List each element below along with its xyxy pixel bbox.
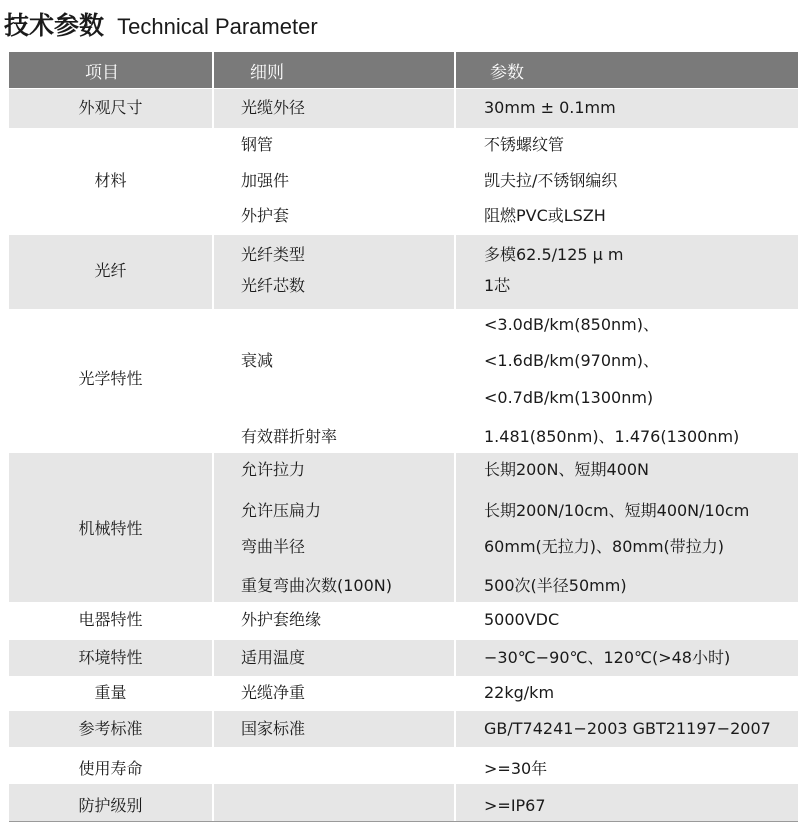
item-cell: 外观尺寸 bbox=[78, 98, 143, 117]
header-item: 项目 bbox=[85, 63, 119, 83]
parameter-cell: 1.481(850nm)、1.476(1300nm) bbox=[484, 427, 740, 446]
item-cell: 材料 bbox=[94, 171, 127, 190]
parameter-cell: <1.6dB/km(970nm)、 bbox=[484, 351, 659, 370]
detail-cell: 有效群折射率 bbox=[241, 427, 338, 446]
detail-cell: 允许压扁力 bbox=[241, 501, 322, 520]
detail-cell: 国家标准 bbox=[241, 719, 306, 738]
parameter-cell: 60mm(无拉力)、80mm(带拉力) bbox=[484, 537, 725, 556]
item-cell: 环境特性 bbox=[78, 648, 143, 667]
detail-cell: 外护套绝缘 bbox=[241, 610, 322, 629]
column-divider bbox=[212, 52, 214, 822]
parameter-cell: 长期200N、短期400N bbox=[484, 460, 650, 479]
parameter-cell: 1芯 bbox=[484, 276, 511, 295]
header-detail: 细则 bbox=[250, 63, 284, 83]
parameter-cell: GB/T74241−2003 GBT21197−2007 bbox=[484, 719, 771, 738]
item-cell: 重量 bbox=[94, 683, 127, 702]
parameter-cell: <3.0dB/km(850nm)、 bbox=[484, 315, 659, 334]
parameter-cell: <0.7dB/km(1300nm) bbox=[484, 388, 654, 407]
detail-cell: 外护套 bbox=[241, 206, 290, 225]
column-divider bbox=[454, 52, 456, 822]
parameter-cell: 阻燃PVC或LSZH bbox=[484, 206, 606, 225]
detail-cell: 光纤类型 bbox=[241, 245, 306, 264]
item-cell: 使用寿命 bbox=[78, 759, 143, 778]
detail-cell: 弯曲半径 bbox=[241, 537, 306, 556]
parameter-cell: 多模62.5/125 μ m bbox=[484, 245, 624, 264]
parameter-cell: >=IP67 bbox=[484, 796, 546, 815]
parameter-cell: 500次(半径50mm) bbox=[484, 576, 627, 595]
detail-cell: 光纤芯数 bbox=[241, 276, 306, 295]
detail-cell: 允许拉力 bbox=[241, 460, 306, 479]
detail-cell: 光缆外径 bbox=[241, 98, 306, 117]
detail-cell: 适用温度 bbox=[241, 648, 306, 667]
detail-cell: 加强件 bbox=[241, 171, 290, 190]
item-cell: 光纤 bbox=[94, 261, 127, 280]
item-cell: 光学特性 bbox=[78, 369, 143, 388]
item-cell: 电器特性 bbox=[78, 610, 143, 629]
page-title bbox=[4, 6, 318, 42]
parameter-cell: 5000VDC bbox=[484, 610, 560, 629]
title-chinese: 技术参数 bbox=[4, 11, 105, 40]
item-cell: 防护级别 bbox=[78, 796, 143, 815]
parameter-cell: 长期200N/10cm、短期400N/10cm bbox=[484, 501, 750, 520]
detail-cell: 衰减 bbox=[241, 351, 274, 370]
parameter-cell: 22kg/km bbox=[484, 683, 555, 702]
parameter-cell: 不锈螺纹管 bbox=[484, 135, 565, 154]
parameter-cell: 凯夫拉/不锈钢编织 bbox=[484, 171, 618, 190]
parameter-cell: >=30年 bbox=[484, 759, 548, 778]
item-cell: 参考标准 bbox=[78, 719, 143, 738]
detail-cell: 钢管 bbox=[241, 135, 274, 154]
header-parameter: 参数 bbox=[490, 63, 524, 83]
table-bottom-rule bbox=[9, 821, 798, 822]
parameter-cell: −30℃−90℃、120℃(>48小时) bbox=[484, 648, 731, 667]
item-cell: 机械特性 bbox=[78, 519, 143, 538]
title-english: Technical Parameter bbox=[117, 14, 318, 39]
detail-cell: 重复弯曲次数(100N) bbox=[241, 576, 392, 595]
table-header bbox=[9, 52, 798, 88]
detail-cell: 光缆净重 bbox=[241, 683, 306, 702]
parameter-cell: 30mm ± 0.1mm bbox=[484, 98, 616, 117]
